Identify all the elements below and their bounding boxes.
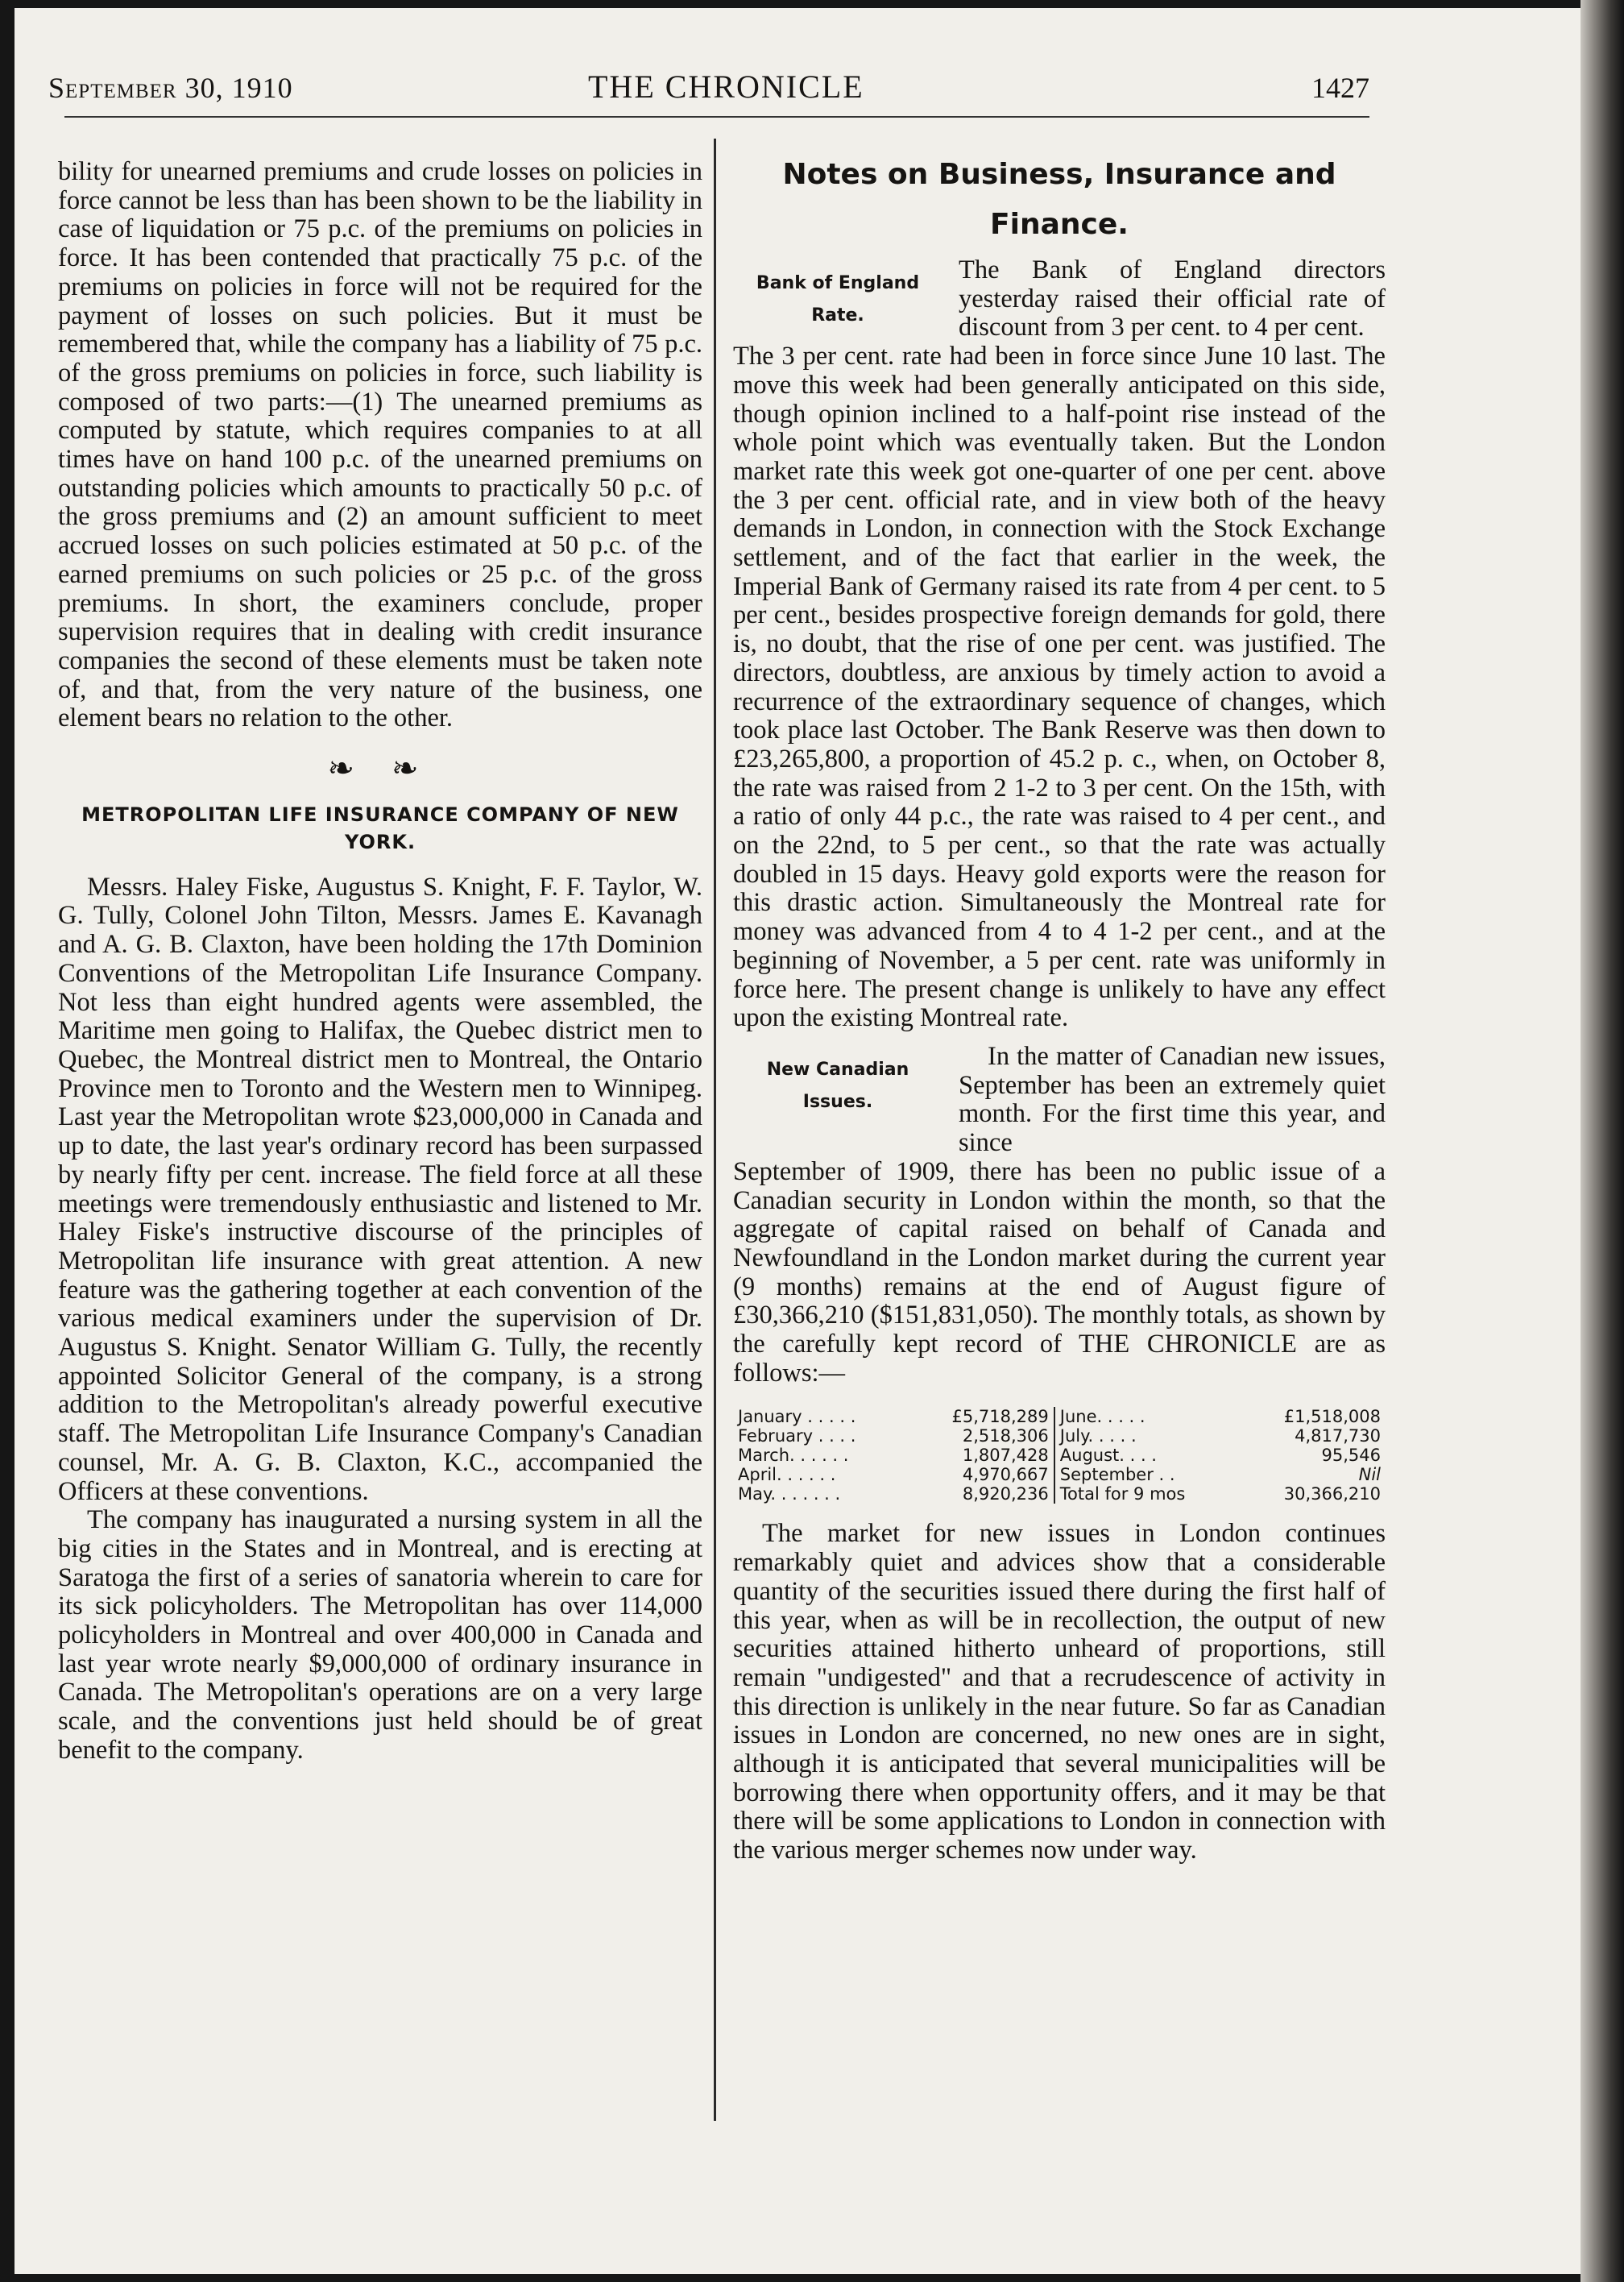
issue-date: September 30, 1910 bbox=[48, 72, 293, 104]
month-cell: September . . bbox=[1054, 1465, 1240, 1484]
issues-side-heading-line-1: New Canadian bbox=[766, 1059, 909, 1080]
header-rule bbox=[64, 116, 1369, 118]
month-cell: July. . . . . bbox=[1054, 1426, 1240, 1446]
totals-row bbox=[733, 1446, 1386, 1465]
issues-side-heading bbox=[733, 1054, 942, 1118]
value-cell: £5,718,289 bbox=[951, 1407, 1049, 1427]
month-cell: April. . . . . . bbox=[738, 1465, 836, 1485]
credit-insurance-continuation: bility for unearned premiums and crude losses on policies in force cannot be less than has been shown to be the liability in case of liquidation or 75 p.c. of the premiums on policies in force. It has been contended that practically 75 p.c. of the premiums on policies in force will not be required for the payment of losses on such policies. But it must be remembered that, while the company has a liability of 75 p.c. of the gross premiums on policies in force, such liability is composed of two parts:—(1) The unearned premiums as computed by statute, which requires companies to at all times have on hand 100 p.c. of the unearned premiums on outstanding policies which amounts to practically 50 p.c. of the gross premiums and (2) an amount sufficient to meet accrued losses on such policies estimated at 50 p.c. of the earned premiums on such policies or 25 p.c. of the gross premiums. In short, the examiners conclude, proper supervision requires that in dealing with credit insurance companies the second of these elements must be taken note of, and that, from the very nature of the business, one element bears no relation to the other. bbox=[58, 157, 702, 733]
metropolitan-paragraph-2: The company has inaugurated a nursing system in all the big cities in the States and in Montreal, and is erecting at Saratoga the first of a series of sanatoria wherein to care for its sick policyholders. The Metropolitan has over 114,000 policyholders in Montreal and over 400,000 in Canada and last year wrote nearly $9,000,000 of ordinary insurance in Canada. The Metropolitan's operations are on a very large scale, and the conventions just held should be of great benefit to the company. bbox=[58, 1505, 702, 1765]
issues-side-heading-line-2: Issues. bbox=[802, 1091, 873, 1112]
page-edge-shadow bbox=[1580, 0, 1624, 2282]
notes-main-heading: Notes on Business, Insurance and Finance. bbox=[782, 158, 1336, 241]
value-cell: 95,546 bbox=[1321, 1446, 1381, 1466]
value-cell: 4,817,730 bbox=[1295, 1426, 1381, 1446]
month-cell: Total for 9 mos bbox=[1054, 1484, 1240, 1504]
month-cell: May. . . . . . . bbox=[738, 1484, 841, 1504]
bank-lead-text: The Bank of England directors yesterday raised their official rate of discount from 3 per cent. to 4 per cent. bbox=[959, 255, 1386, 342]
value-cell: 2,518,306 bbox=[962, 1426, 1049, 1446]
value-cell: £1,518,008 bbox=[1283, 1407, 1381, 1427]
totals-row bbox=[733, 1426, 1386, 1446]
page-header bbox=[14, 68, 1580, 119]
monthly-totals-table bbox=[733, 1407, 1386, 1504]
bank-of-england-section bbox=[733, 256, 1386, 1033]
totals-row bbox=[733, 1407, 1386, 1426]
newspaper-page bbox=[14, 8, 1580, 2274]
value-cell: 4,970,667 bbox=[962, 1465, 1049, 1485]
right-column bbox=[733, 150, 1386, 1865]
page-number: 1427 bbox=[1311, 72, 1369, 104]
month-cell: June. . . . . bbox=[1054, 1407, 1240, 1426]
value-cell: 8,920,236 bbox=[962, 1484, 1049, 1504]
bank-side-heading bbox=[733, 268, 942, 332]
totals-row bbox=[733, 1465, 1386, 1484]
bank-side-heading-line-2: Rate. bbox=[811, 305, 864, 326]
month-cell: January . . . . . bbox=[738, 1407, 856, 1427]
metropolitan-article-heading: METROPOLITAN LIFE INSURANCE COMPANY OF NEW YORK. bbox=[81, 803, 679, 853]
month-cell: August. . . . bbox=[1054, 1446, 1240, 1465]
value-cell: 1,807,428 bbox=[962, 1446, 1049, 1466]
issues-lead-text: In the matter of Canadian new issues, September has been an extremely quiet month. For the first time this year, and since bbox=[959, 1041, 1386, 1158]
new-canadian-issues-section bbox=[733, 1043, 1386, 1388]
monthly-totals-body bbox=[733, 1407, 1386, 1504]
value-cell: 30,366,210 bbox=[1283, 1484, 1381, 1504]
left-column bbox=[58, 158, 702, 1765]
totals-row bbox=[733, 1484, 1386, 1504]
column-divider bbox=[714, 139, 716, 2121]
bank-side-heading-line-1: Bank of England bbox=[756, 273, 920, 293]
value-cell: Nil bbox=[1358, 1465, 1381, 1485]
bank-body-text: The 3 per cent. rate had been in force since June 10 last. The move this week had been generally anticipated on this side, though opinion inclined to a half-point rise instead of the whole point which was eventually taken. But the London market rate this week got one-quarter of one per cent. above the 3 per cent. official rate, and in view both of the heavy demands in London, in connection with the Stock Exchange settlement, and of the fact that earlier in the week, the Imperial Bank of Germany raised its rate from 4 per cent. to 5 per cent., besides prospective foreign demands for gold, there is, no doubt, that the rise of one per cent. was justified. The directors, doubtless, are anxious by timely action to avoid a recurrence of the extraordinary sequence of changes, which took place last October. The Bank Reserve was then down to £23,265,800, a proportion of 45.2 p. c., when, on October 8, the rate was raised from 2 1-2 to 3 per cent. On the 15th, with a ratio of only 44 p.c., the rate was raised to 4 per cent., and on the 22nd, to 5 per cent., so that the rate was actually doubled in 15 days. Heavy gold exports were the reason for this drastic action. Simultaneously the Montreal rate for money was advanced from 4 to 4 1-2 per cent., and at the beginning of November, a 5 per cent. rate was uniformly in force here. The present change is unlikely to have any effect upon the existing Montreal rate. bbox=[733, 342, 1386, 1033]
month-cell: February . . . . bbox=[738, 1426, 856, 1446]
month-cell: March. . . . . . bbox=[738, 1446, 849, 1466]
section-ornament: ❧ ❧ bbox=[327, 750, 433, 787]
closing-paragraph: The market for new issues in London continues remarkably quiet and advices show that a considerable quantity of the securities issued there during the first half of this year, when as will be in recollection, the output of new securities attained hitherto unheard of proportions, still remain "undigested" and that a recrudescence of activity in this direction is unlikely in the near future. So far as Canadian issues in London are concerned, no new ones are in sight, although it is anticipated that several municipalities will be borrowing there when opportunity offers, and it may be that there will be some applications to London in connection with the various merger schemes now under way. bbox=[733, 1519, 1386, 1865]
metropolitan-paragraph-1: Messrs. Haley Fiske, Augustus S. Knight, F. F. Taylor, W. G. Tully, Colonel John Tilton, Messrs. James E. Kavanagh and A. G. B. Claxton, have been holding the 17th Dominion Conventions of the Metropolitan Life Insurance Company. Not less than eight hundred agents were assembled, the Maritime men going to Halifax, the Quebec district men to Quebec, the Montreal district men to Montreal, the Ontario Province men to Toronto and the Western men to Winnipeg. Last year the Metropolitan wrote $23,000,000 in Canada and up to date, the last year's ordinary record has been surpassed by nearly fifty per cent. increase. The field force at all these meetings were tremendously enthusiastic and listened to Mr. Haley Fiske's instructive discourse of the principles of Metropolitan life insurance with great attention. A new feature was the gathering together at each convention of the various medical examiners under the supervision of Dr. Augustus S. Knight. Senator William G. Tully, the recently appointed Solicitor General of the company, is a strong addition to the Metropolitan's already powerful executive staff. The Metropolitan Life Insurance Company's Canadian counsel, Mr. A. G. B. Claxton, K.C., accompanied the Officers at these conventions. bbox=[58, 872, 702, 1506]
publication-title: THE CHRONICLE bbox=[588, 68, 864, 105]
issues-body-text: September of 1909, there has been no public issue of a Canadian security in London within the month, so that the aggregate of capital raised on behalf of Canada and Newfoundland in the London market during the current year (9 months) remains at the end of August figure of £30,366,210 ($151,831,050). The monthly totals, as shown by the carefully kept record of THE CHRONICLE are as follows:— bbox=[733, 1156, 1386, 1388]
